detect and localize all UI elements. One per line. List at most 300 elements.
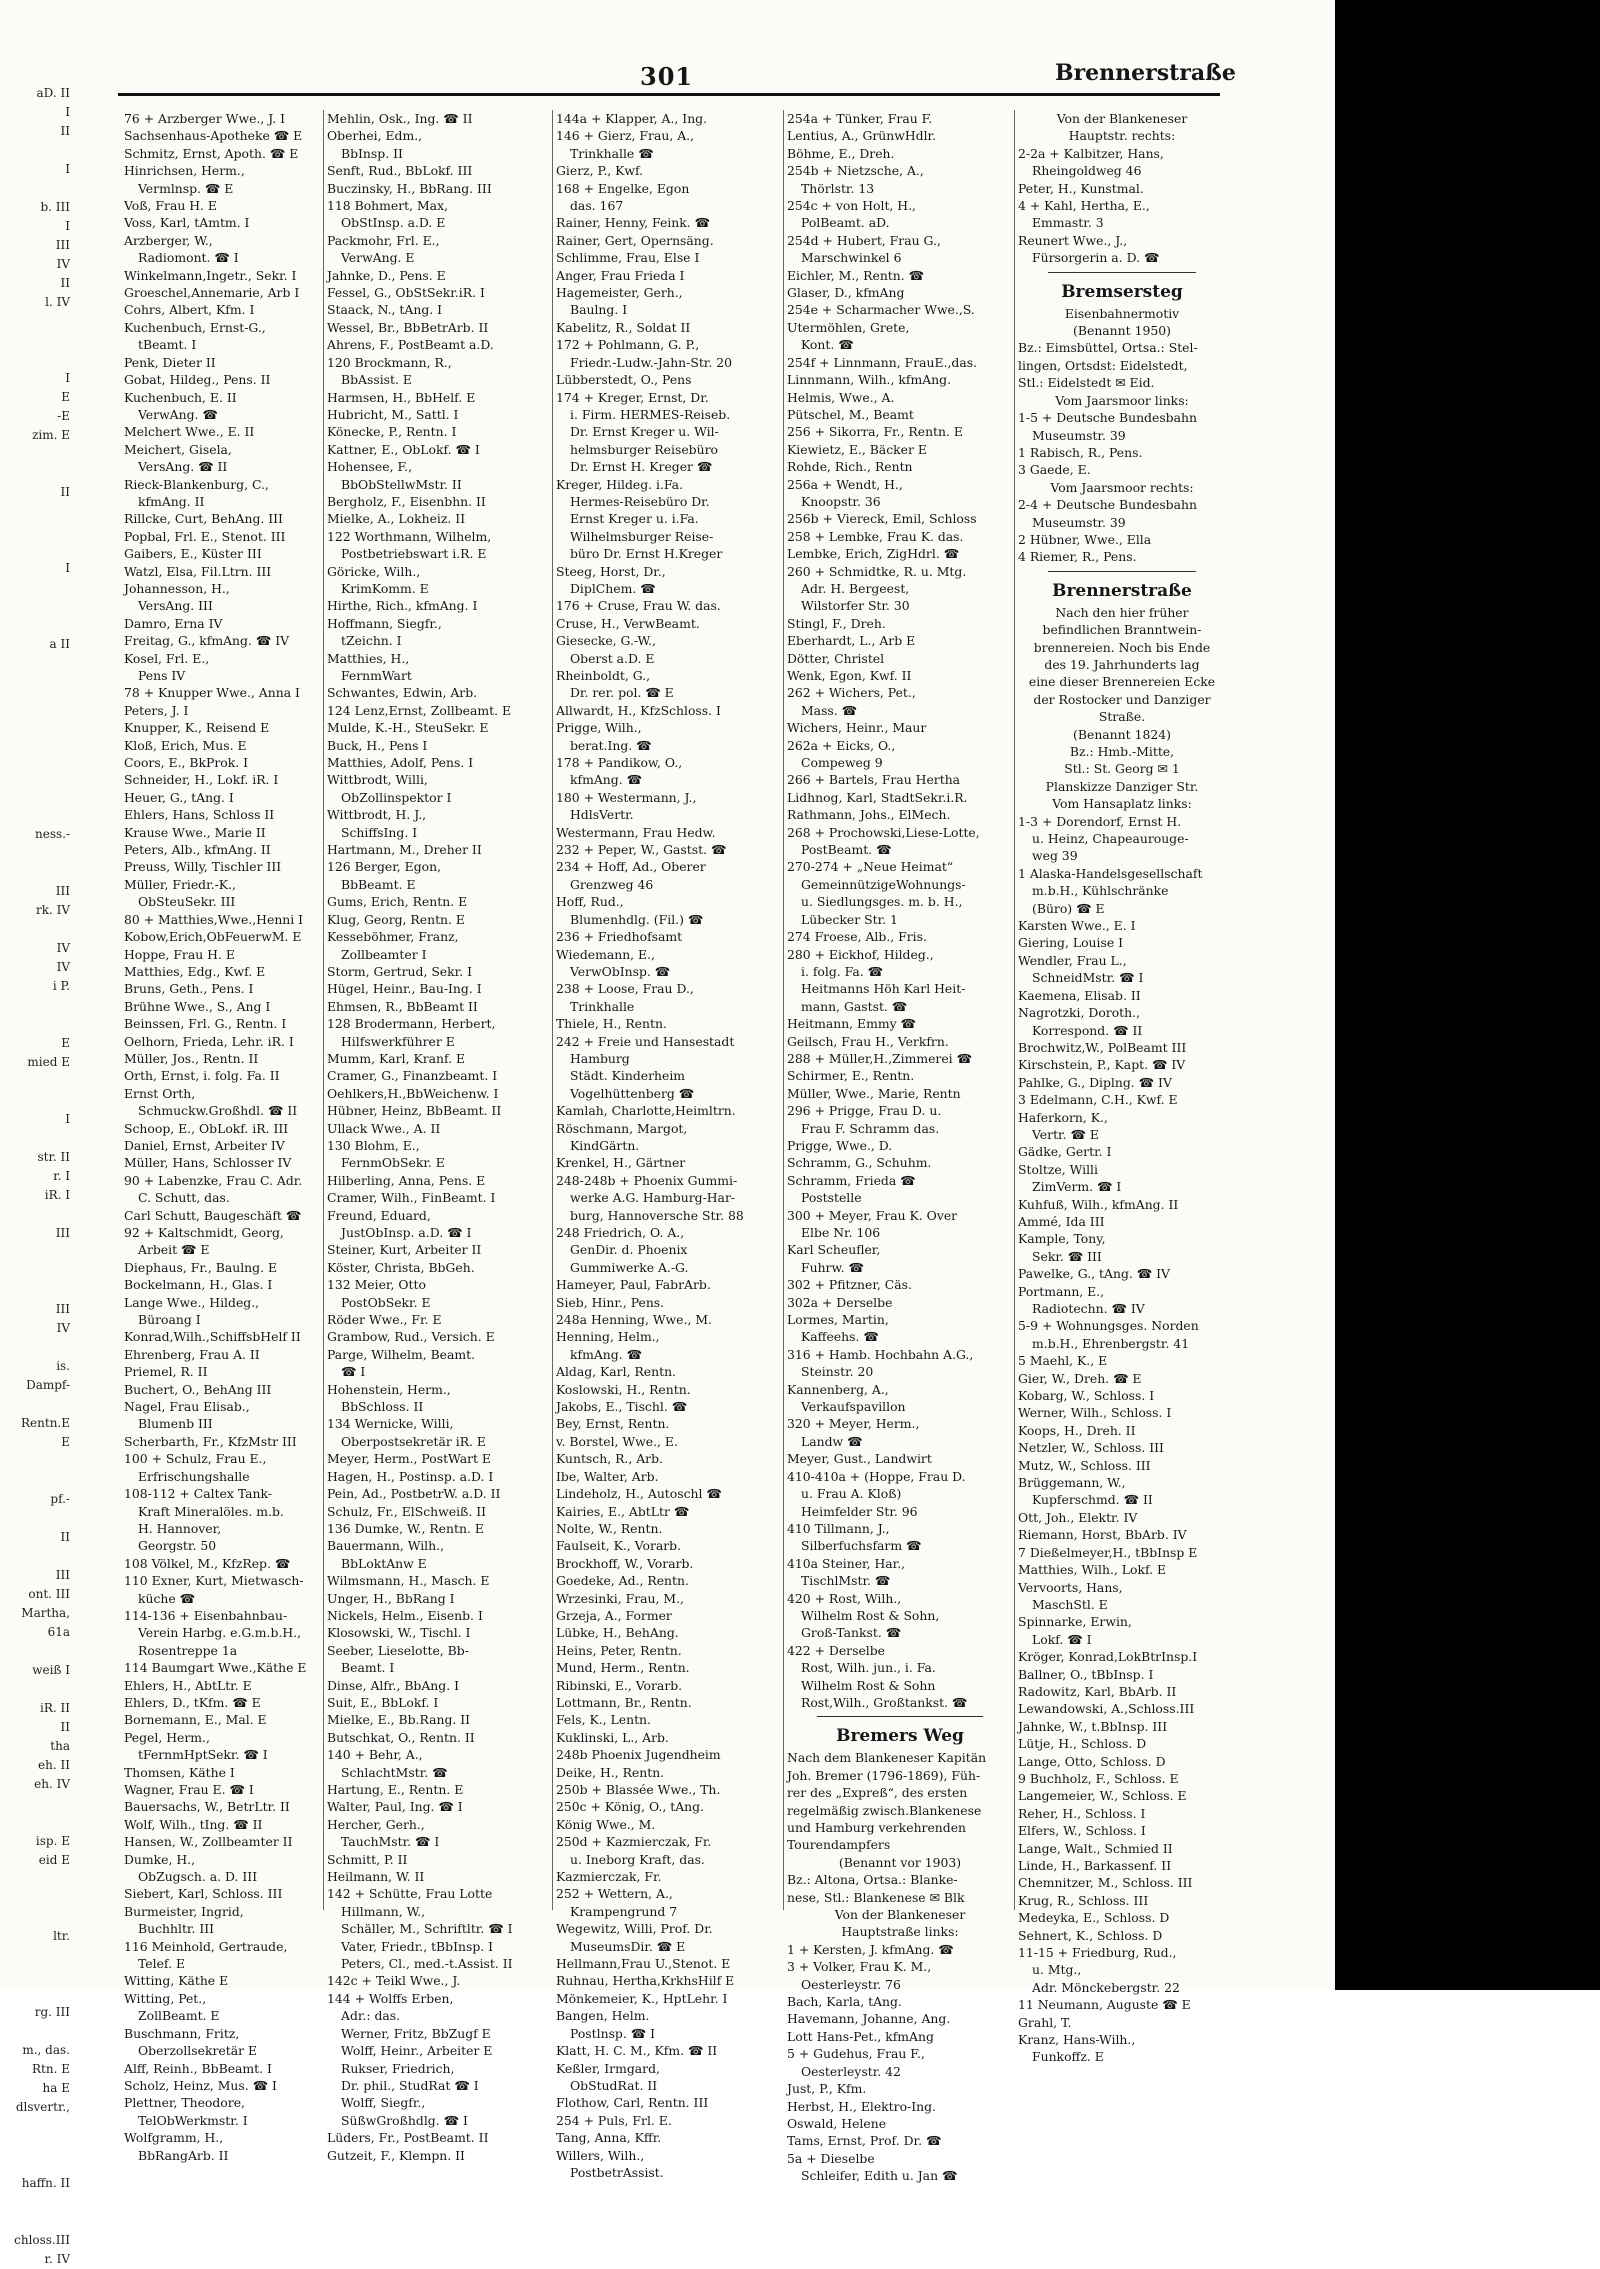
directory-entry: Heilmann, W. II	[327, 1869, 425, 1885]
fragment-line: rg. III	[34, 2005, 70, 2019]
entry-continuation: Wilhelmsburger Reise-	[570, 528, 714, 544]
fragment-line	[0, 331, 70, 350]
entry-continuation: Kraft Mineralöles. m.b.	[138, 1503, 284, 1519]
entry-continuation: BbAssist. E	[341, 372, 412, 388]
directory-entry: Gutzeit, F., Klempn. II	[327, 2147, 465, 2163]
directory-entry: Hartmann, M., Dreher II	[327, 842, 482, 858]
entry-continuation: Thörlstr. 13	[801, 180, 875, 196]
fragment-line: III	[55, 238, 70, 252]
directory-entry: v. Borstel, Wwe., E.	[556, 1433, 678, 1449]
directory-entry: Wittbrodt, Willi,	[327, 772, 428, 788]
entry-continuation: Groß-Tankst. ☎	[801, 1625, 902, 1641]
fragment-line	[0, 920, 70, 939]
directory-entry: Lange Wwe., Hildeg.,	[124, 1294, 260, 1310]
directory-entry: 410-410a + (Hoppe, Frau D.	[787, 1468, 966, 1484]
directory-entry: Koslowski, H., Rentn.	[556, 1381, 691, 1397]
entry-continuation: ObStudRat. II	[570, 2077, 658, 2093]
page-number: 301	[640, 62, 694, 91]
directory-entry: Tang, Anna, Kffr.	[556, 2130, 662, 2146]
fragment-line	[0, 1395, 70, 1414]
directory-entry: Wessel, Br., BbBetrArb. II	[327, 319, 489, 335]
entry-continuation: Städt. Kinderheim	[570, 1068, 686, 1084]
entry-continuation: Wilstorfer Str. 30	[801, 598, 910, 614]
directory-entry: 232 + Peper, W., Gastst. ☎	[556, 842, 727, 858]
directory-entry: Senft, Rud., BbLokf. III	[327, 163, 473, 179]
directory-entry: 252 + Wettern, A.,	[556, 1886, 673, 1902]
entry-continuation: H. Hannover,	[138, 1520, 222, 1536]
fragment-line	[0, 521, 70, 540]
directory-entry: 146 + Gierz, Frau, A.,	[556, 128, 695, 144]
directory-entry: Kuchenbuch, E. II	[124, 389, 237, 405]
entry-continuation: Museumstr. 39	[1032, 514, 1126, 530]
directory-entry: Kaemena, Elisab. II	[1018, 987, 1141, 1003]
fragment-line: mied E	[27, 1055, 70, 1069]
entry-continuation: MuseumsDir. ☎ E	[570, 1938, 686, 1954]
directory-entry: 236 + Friedhofsamt	[556, 929, 683, 945]
entry-continuation: Emmastr. 3	[1032, 215, 1104, 231]
directory-entry: Hameyer, Paul, FabrArb.	[556, 1277, 711, 1293]
fragment-line: pf.-	[50, 1492, 70, 1506]
directory-entry: Lütje, H., Schloss. D	[1018, 1736, 1147, 1752]
directory-entry: Anger, Frau Frieda I	[556, 267, 685, 283]
fragment-line: ltr.	[53, 1929, 70, 1943]
directory-entry: Allwardt, H., KfzSchloss. I	[556, 702, 721, 718]
directory-entry: Dinse, Alfr., BbAng. I	[327, 1677, 459, 1693]
directory-entry: Kosel, Frl. E.,	[124, 650, 210, 666]
entry-continuation: Adr. H. Bergeest,	[801, 580, 910, 596]
fragment-line	[0, 1452, 70, 1471]
directory-entry: Kazmierczak, Fr.	[556, 1869, 662, 1885]
directory-entry: 168 + Engelke, Egon	[556, 180, 690, 196]
entry-continuation: Oberzollsekretär E	[138, 2043, 257, 2059]
entry-continuation: Hilfswerkführer E	[341, 1033, 455, 1049]
fragment-line: III	[55, 884, 70, 898]
directory-entry: Elfers, W., Schloss. I	[1018, 1823, 1146, 1839]
entry-continuation: Büroang I	[138, 1312, 201, 1328]
directory-entry: Popbal, Frl. E., Stenot. III	[124, 528, 286, 544]
directory-entry: Wichers, Heinr., Maur	[787, 720, 927, 736]
directory-entry: Hagemeister, Gerh.,	[556, 285, 683, 301]
fragment-line: r. I	[53, 1169, 70, 1183]
directory-entry: Bangen, Helm.	[556, 2008, 650, 2024]
directory-entry: Damro, Erna IV	[124, 615, 223, 631]
directory-entry: 4 + Kahl, Hertha, E.,	[1018, 198, 1150, 214]
directory-entry: Lentius, A., GrünwHdlr.	[787, 128, 937, 144]
directory-entry: 254f + Linnmann, FrauE.,das.	[787, 354, 978, 370]
directory-entry: Pegel, Herm.,	[124, 1729, 210, 1745]
directory-entry: Hubricht, M., Sattl. I	[327, 406, 459, 422]
directory-entry: Böhme, E., Dreh.	[787, 145, 895, 161]
entry-continuation: Peters, Cl., med.-t.Assist. II	[341, 1956, 513, 1972]
entry-continuation: Kupferschmd. ☎ II	[1032, 1492, 1153, 1508]
entry-continuation: BbObStellwMstr. II	[341, 476, 462, 492]
directory-entry: Grambow, Rud., Versich. E	[327, 1329, 495, 1345]
directory-entry: 422 + Derselbe	[787, 1642, 886, 1658]
directory-entry: Willers, Wilh.,	[556, 2147, 645, 2163]
directory-column-5	[1018, 110, 1226, 2065]
entry-continuation: (Büro) ☎ E	[1032, 900, 1105, 916]
fragment-line: m., das.	[22, 2043, 70, 2057]
fragment-line: Rtn. E	[32, 2062, 70, 2076]
directory-column-4	[787, 110, 1013, 2184]
directory-entry: Wiedemann, E.,	[556, 946, 655, 962]
fragment-line	[0, 616, 70, 635]
directory-entry: 258 + Lembke, Frau K. das.	[787, 528, 964, 544]
directory-entry: 256 + Sikorra, Fr., Rentn. E	[787, 424, 963, 440]
directory-entry: 268 + Prochowski,Liese-Lotte,	[787, 824, 980, 840]
entry-continuation: Knoopstr. 36	[801, 493, 881, 509]
directory-entry: 100 + Schulz, Frau E.,	[124, 1451, 267, 1467]
directory-entry: Schwantes, Edwin, Arb.	[327, 685, 478, 701]
street-note: Von der Blankeneser	[1056, 111, 1188, 126]
fragment-line: II	[60, 124, 70, 138]
directory-entry: 250d + Kazmierczak, Fr.	[556, 1834, 712, 1850]
fragment-line	[0, 1813, 70, 1832]
entry-continuation: Dr. Ernst H. Kreger ☎	[570, 459, 713, 475]
directory-entry: Cohrs, Albert, Kfm. I	[124, 302, 255, 318]
directory-entry: Lidhnog, Karl, StadtSekr.i.R.	[787, 789, 968, 805]
fragment-line	[0, 2117, 70, 2136]
entry-continuation: Radiomont. ☎ I	[138, 250, 239, 266]
directory-entry: Peters, J. I	[124, 702, 189, 718]
street-note: Hauptstraße links:	[841, 1924, 959, 1940]
column-divider	[1014, 110, 1015, 1910]
directory-entry: Witting, Käthe E	[124, 1973, 229, 1989]
directory-entry: Dumke, H.,	[124, 1851, 196, 1867]
entry-continuation: Wilhelm Rost & Sohn	[801, 1677, 936, 1693]
directory-entry: Oberhei, Edm.,	[327, 128, 423, 144]
entry-continuation: Arbeit ☎ E	[138, 1242, 210, 1258]
directory-entry: Kobarg, W., Schloss. I	[1018, 1388, 1155, 1404]
directory-entry: 108 Völkel, M., KfzRep. ☎	[124, 1555, 291, 1571]
directory-entry: 1 Rabisch, R., Pens.	[1018, 444, 1143, 460]
directory-entry: 262 + Wichers, Pet.,	[787, 685, 916, 701]
entry-continuation: FernmObSekr. E	[341, 1155, 445, 1171]
fragment-line: tha	[50, 1739, 70, 1753]
entry-continuation: Wilhelm Rost & Sohn,	[801, 1607, 940, 1623]
directory-entry: Tams, Ernst, Prof. Dr. ☎	[787, 2133, 942, 2149]
entry-continuation: MaschStl. E	[1032, 1596, 1108, 1612]
fragment-line	[0, 1471, 70, 1490]
directory-entry: und Hamburg verkehrenden	[787, 1820, 967, 1835]
street-note: Eisenbahnermotiv	[1064, 305, 1180, 321]
fragment-line	[0, 2022, 70, 2041]
directory-entry: Konrad,Wilh.,SchiffsbHelf II	[124, 1329, 301, 1345]
entry-continuation: TischlMstr. ☎	[801, 1573, 891, 1589]
entry-continuation: Fürsorgerin a. D. ☎	[1032, 250, 1160, 266]
directory-entry: Karsten Wwe., E. I	[1018, 918, 1136, 934]
street-note: Vom Jaarsmoor rechts:	[1050, 479, 1194, 495]
entry-continuation: Trinkhalle ☎	[570, 145, 654, 161]
directory-entry: 238 + Loose, Frau D.,	[556, 981, 694, 997]
fragment-line: i P.	[52, 979, 70, 993]
fragment-line	[0, 141, 70, 160]
directory-entry: Herbst, H., Elektro-Ing.	[787, 2098, 936, 2114]
directory-entry: Hoppe, Frau H. E	[124, 946, 235, 962]
fragment-line: iR. II	[40, 1701, 70, 1715]
directory-entry: 1-5 + Deutsche Bundesbahn	[1018, 410, 1197, 426]
fragment-line: I	[65, 105, 70, 119]
directory-entry: Hinrichsen, Herm.,	[124, 163, 245, 179]
directory-entry: Rieck-Blankenburg, C.,	[124, 476, 269, 492]
entry-continuation: Verein Harbg. e.G.m.b.H.,	[138, 1625, 302, 1641]
directory-entry: Müller, Wwe., Marie, Rentn	[787, 1085, 961, 1101]
directory-entry: Kannenberg, A.,	[787, 1381, 889, 1397]
entry-continuation: PolBeamt. aD.	[801, 215, 890, 231]
directory-entry: Lewandowski, A.,Schloss.III	[1018, 1701, 1195, 1717]
directory-entry: Mulde, K.-H., SteuSekr. E	[327, 720, 489, 736]
directory-entry: Wagner, Frau E. ☎ I	[124, 1782, 254, 1797]
directory-entry: 114-136 + Eisenbahnbau-	[124, 1607, 288, 1623]
directory-entry: Meyer, Herm., PostWart E	[327, 1451, 491, 1467]
entry-continuation: Poststelle	[801, 1190, 862, 1206]
entry-continuation: Adr. Mönckebergstr. 22	[1032, 1979, 1180, 1995]
directory-entry: Oswald, Helene	[787, 2115, 887, 2131]
directory-entry: Suit, E., BbLokf. I	[327, 1694, 439, 1710]
directory-entry: Nickels, Helm., Eisenb. I	[327, 1607, 483, 1623]
entry-continuation: PostbetrAssist.	[570, 2164, 664, 2180]
directory-entry: 248 Friedrich, O. A.,	[556, 1225, 685, 1240]
directory-entry: Thiele, H., Rentn.	[556, 1016, 667, 1032]
directory-entry: Heitmann, Emmy ☎	[787, 1016, 916, 1032]
entry-continuation: Oesterleystr. 42	[801, 2063, 901, 2079]
entry-continuation: berat.Ing. ☎	[570, 737, 652, 753]
entry-continuation: Hermes-Reisebüro Dr.	[570, 493, 710, 509]
fragment-line	[0, 1908, 70, 1927]
directory-entry: Priemel, R. II	[124, 1364, 208, 1380]
directory-entry: Steeg, Horst, Dr.,	[556, 563, 666, 579]
directory-entry: Steiner, Kurt, Arbeiter II	[327, 1242, 482, 1258]
directory-entry: 3 Gaede, E.	[1018, 462, 1091, 478]
fragment-line: I	[65, 219, 70, 233]
directory-entry: Rainer, Gert, Opernsäng.	[556, 232, 714, 248]
directory-entry: Gierz, P., Kwf.	[556, 163, 644, 179]
directory-entry: Joh. Bremer (1796-1869), Füh-	[787, 1767, 981, 1783]
entry-continuation: GenDir. d. Phoenix	[570, 1242, 688, 1258]
directory-entry: 270-274 + „Neue Heimat“	[787, 859, 954, 875]
directory-entry: Brockhoff, W., Vorarb.	[556, 1555, 694, 1571]
directory-entry: 2-4 + Deutsche Bundesbahn	[1018, 497, 1197, 513]
entry-continuation: Frau F. Schramm das.	[801, 1120, 940, 1136]
directory-entry: Sehnert, K., Schloss. D	[1018, 1927, 1163, 1943]
entry-continuation: Gummiwerke A.-G.	[570, 1259, 689, 1275]
fragment-line: b. III	[40, 200, 70, 214]
directory-entry: Klug, Georg, Rentn. E	[327, 911, 465, 927]
directory-entry: Walter, Paul, Ing. ☎ I	[327, 1799, 463, 1815]
fragment-line	[0, 540, 70, 559]
entry-continuation: werke A.G. Hamburg-Har-	[570, 1190, 736, 1206]
fragment-line: IV	[56, 1321, 70, 1335]
directory-entry: 248a Henning, Wwe., M.	[556, 1312, 712, 1328]
street-note: Von der Blankeneser	[834, 1907, 966, 1923]
directory-entry: lingen, Ortsdst: Eidelstedt,	[1018, 357, 1188, 373]
entry-continuation: helmsburger Reisebüro	[570, 441, 718, 457]
directory-entry: Stingl, F., Dreh.	[787, 615, 886, 631]
directory-entry: Lormes, Martin,	[787, 1312, 889, 1328]
directory-entry: 254 + Puls, Frl. E.	[556, 2112, 672, 2128]
directory-entry: Beinssen, Frl. G., Rentn. I	[124, 1016, 287, 1032]
entry-continuation: m.b.H., Ehrenbergstr. 41	[1032, 1335, 1190, 1351]
fragment-line: eid E	[38, 1853, 70, 1867]
directory-entry: Kirschstein, P., Kapt. ☎ IV	[1018, 1057, 1186, 1073]
entry-continuation: KrimKomm. E	[341, 580, 429, 596]
directory-entry: Ibe, Walter, Arb.	[556, 1468, 659, 1484]
directory-entry: Hansen, W., Zollbeamter II	[124, 1834, 293, 1850]
directory-entry: Ribinski, E., Vorarb.	[556, 1677, 683, 1693]
directory-entry: Bockelmann, H., Glas. I	[124, 1277, 273, 1293]
entry-continuation: BbLoktAnw E	[341, 1555, 427, 1571]
entry-continuation: Lokf. ☎ I	[1032, 1631, 1092, 1647]
entry-continuation: m.b.H., Kühlschränke	[1032, 883, 1169, 899]
directory-entry: 302 + Pfitzner, Cäs.	[787, 1277, 912, 1293]
directory-entry: 7 Dießelmeyer,H., tBbInsp E	[1018, 1544, 1198, 1560]
directory-entry: Buchert, O., BehAng III	[124, 1381, 272, 1397]
fragment-line	[0, 673, 70, 692]
directory-entry: Spinnarke, Erwin,	[1018, 1614, 1132, 1630]
fragment-line	[0, 597, 70, 616]
fragment-line: I	[65, 371, 70, 385]
directory-entry: 248b Phoenix Jugendheim	[556, 1747, 721, 1763]
directory-entry: Schmitt, P. II	[327, 1851, 408, 1867]
entry-continuation: Beamt. I	[341, 1660, 395, 1676]
fragment-line	[0, 1509, 70, 1528]
directory-entry: Fessel, G., ObStSekr.iR. I	[327, 285, 485, 301]
directory-entry: Rathmann, Johs., ElMech.	[787, 807, 951, 823]
directory-entry: Watzl, Elsa, Fil.Ltrn. III	[124, 563, 272, 579]
directory-entry: Daniel, Ernst, Arbeiter IV	[124, 1137, 285, 1153]
directory-column-1	[124, 110, 322, 2163]
directory-entry: Mund, Herm., Rentn.	[556, 1660, 690, 1676]
directory-entry: 4 Riemer, R., Pens.	[1018, 549, 1137, 565]
directory-entry: Bauermann, Wilh.,	[327, 1538, 445, 1554]
directory-entry: 172 + Pohlmann, G. P.,	[556, 337, 700, 353]
directory-entry: Reunert Wwe., J.,	[1018, 232, 1128, 248]
fragment-line	[0, 1642, 70, 1661]
directory-entry: Kairies, E., AbtLtr ☎	[556, 1503, 690, 1519]
fragment-line	[0, 1205, 70, 1224]
directory-entry: Mielke, A., Lokheiz. II	[327, 511, 466, 527]
directory-entry: Penk, Dieter II	[124, 354, 216, 370]
street-note: eine dieser Brennereien Ecke	[1028, 674, 1216, 690]
directory-entry: Seeber, Lieselotte, Bb-	[327, 1642, 469, 1658]
fragment-line	[0, 711, 70, 730]
directory-entry: Geilsch, Frau H., Verkfrn.	[787, 1033, 949, 1049]
entry-continuation: Schmuckw.Großhdl. ☎ II	[138, 1103, 298, 1119]
directory-entry: 256b + Viereck, Emil, Schloss	[787, 511, 977, 527]
directory-entry: 280 + Eickhof, Hildeg.,	[787, 946, 934, 962]
entry-continuation: Erfrischungshalle	[138, 1468, 250, 1484]
entry-continuation: Hillmann, W.,	[341, 1903, 426, 1919]
directory-entry: Goedeke, Ad., Rentn.	[556, 1573, 689, 1589]
previous-page-edge-fragment	[0, 84, 72, 2266]
directory-entry: Göricke, Wilh.,	[327, 563, 421, 579]
fragment-line	[0, 1870, 70, 1889]
fragment-line: weiß I	[32, 1663, 70, 1677]
entry-continuation: Friedr.-Ludw.-Jahn-Str. 20	[570, 354, 733, 370]
entry-continuation: Telef. E	[138, 1956, 185, 1972]
directory-entry: Bornemann, E., Mal. E	[124, 1712, 267, 1728]
fragment-line	[0, 1889, 70, 1908]
entry-continuation: VerwAng. E	[341, 250, 415, 266]
directory-entry: Glaser, D., kfmAng	[787, 285, 905, 301]
entry-continuation: büro Dr. Ernst H.Kreger	[570, 546, 723, 562]
directory-entry: 136 Dumke, W., Rentn. E	[327, 1520, 484, 1536]
fragment-line	[0, 2212, 70, 2231]
directory-entry: 178 + Pandikow, O.,	[556, 755, 683, 771]
directory-column-2	[327, 110, 551, 2163]
directory-entry: 5a + Dieselbe	[787, 2150, 875, 2166]
directory-entry: Kuklinski, L., Arb.	[556, 1729, 669, 1745]
directory-entry: 1 Alaska-Handelsgesellschaft	[1018, 865, 1203, 881]
fragment-line	[0, 692, 70, 711]
directory-entry: Lange, Otto, Schloss. D	[1018, 1753, 1166, 1769]
directory-entry: Bauersachs, W., BetrLtr. II	[124, 1799, 290, 1815]
entry-continuation: ObSteuSekr. III	[138, 894, 236, 910]
directory-entry: Preuss, Willy, Tischler III	[124, 859, 282, 875]
directory-entry: Schramm, G., Schuhm.	[787, 1155, 932, 1171]
directory-entry: 174 + Kreger, Ernst, Dr.	[556, 389, 709, 405]
directory-entry: 254d + Hubert, Frau G.,	[787, 232, 941, 248]
directory-entry: 92 + Kaltschmidt, Georg,	[124, 1225, 284, 1240]
directory-entry: Buczinsky, H., BbRang. III	[327, 180, 492, 196]
entry-continuation: ZollBeamt. E	[138, 2008, 220, 2024]
directory-entry: 296 + Prigge, Frau D. u.	[787, 1103, 942, 1119]
directory-entry: Kuhfuß, Wilh., kfmAng. II	[1018, 1196, 1179, 1212]
entry-continuation: Krampengrund 7	[570, 1903, 678, 1919]
fragment-line	[0, 1680, 70, 1699]
directory-entry: Bz.: Altona, Ortsa.: Blanke-	[787, 1872, 958, 1888]
directory-entry: 254e + Scharmacher Wwe.,S.	[787, 302, 975, 318]
directory-entry: Voss, Karl, tAmtm. I	[124, 215, 250, 231]
directory-entry: 120 Brockmann, R.,	[327, 354, 452, 370]
fragment-line	[0, 787, 70, 806]
fragment-line: II	[60, 485, 70, 499]
entry-continuation: Silberfuchsfarm ☎	[801, 1538, 922, 1554]
directory-entry: Cruse, H., VerwBeamt.	[556, 615, 700, 631]
entry-continuation: Verkaufspavillon	[801, 1399, 906, 1415]
entry-continuation: DiplChem. ☎	[570, 580, 656, 596]
street-note: der Rostocker und Danziger	[1033, 691, 1211, 707]
directory-entry: Heuer, G., tAng. I	[124, 789, 234, 805]
directory-entry: Nagel, Frau Elisab.,	[124, 1399, 250, 1415]
directory-entry: nese, Stl.: Blankenese ✉ Blk	[787, 1889, 965, 1905]
directory-entry: Köster, Christa, BbGeh.	[327, 1259, 475, 1275]
directory-entry: Kobow,Erich,ObFeuerwM. E	[124, 929, 302, 945]
directory-entry: Schoop, E., ObLokf. iR. III	[124, 1120, 289, 1136]
entry-continuation: ObStInsp. a.D. E	[341, 215, 446, 231]
directory-entry: Radowitz, Karl, BbArb. II	[1018, 1683, 1177, 1699]
entry-continuation: Rost,Wilh., Großtankst. ☎	[801, 1694, 968, 1710]
directory-entry: 288 + Müller,H.,Zimmerei ☎	[787, 1050, 973, 1066]
fragment-line: I	[65, 162, 70, 176]
directory-entry: Linde, H., Barkassenf. II	[1018, 1858, 1172, 1873]
directory-entry: Tourendampfers	[787, 1837, 891, 1853]
directory-entry: Havemann, Johanne, Ang.	[787, 2011, 951, 2027]
fragment-line	[0, 1547, 70, 1566]
directory-entry: Müller, Hans, Schlosser IV	[124, 1155, 292, 1171]
directory-entry: Schneider, H., Lokf. iR. I	[124, 772, 279, 788]
directory-entry: Buschmann, Fritz,	[124, 2025, 240, 2041]
directory-entry: Lottmann, Br., Rentn.	[556, 1694, 692, 1710]
directory-entry: Mönkemeier, K., HptLehr. I	[556, 1990, 728, 2006]
fragment-line: E	[61, 1435, 70, 1449]
entry-continuation: Rukser, Friedrich,	[341, 2060, 455, 2076]
entry-continuation: Dr. Ernst Kreger u. Wil-	[570, 424, 719, 440]
directory-entry: 2-2a + Kalbitzer, Hans,	[1018, 145, 1164, 161]
column-divider	[783, 110, 784, 1910]
entry-continuation: das. 167	[570, 198, 624, 214]
column-divider	[552, 110, 553, 1910]
